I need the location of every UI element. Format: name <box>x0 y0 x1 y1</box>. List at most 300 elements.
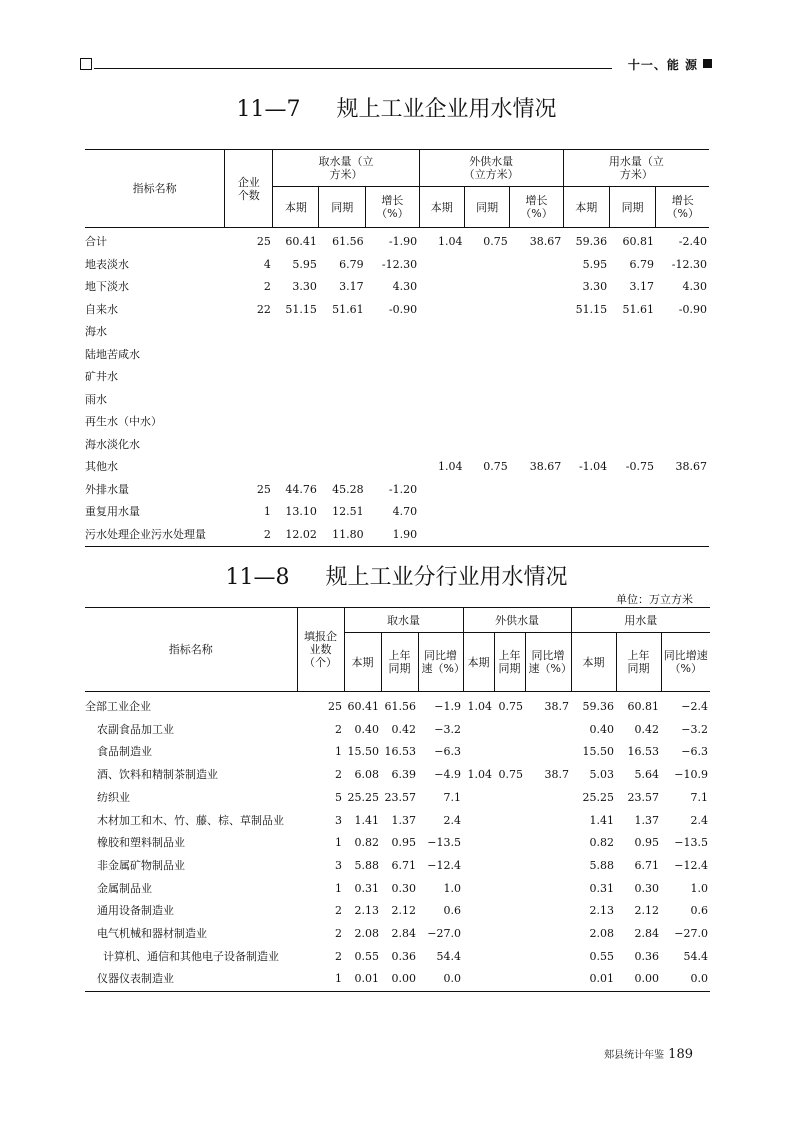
cell: 25.25 <box>582 790 614 804</box>
cell <box>366 456 419 479</box>
black-square-icon <box>703 59 712 68</box>
cell: 5.64 <box>634 768 659 782</box>
row-label: 纺织业 <box>97 790 130 804</box>
cell: 11.80 <box>319 524 366 547</box>
cell: 12.02 <box>273 524 319 547</box>
cell <box>464 254 509 277</box>
cell <box>419 411 464 434</box>
cell <box>656 479 709 502</box>
cell: −3.2 <box>681 722 708 736</box>
cell <box>419 524 464 547</box>
t1-h-grow3: 增长（%） <box>656 187 709 228</box>
cell: 6.39 <box>391 768 416 782</box>
cell: 23.57 <box>384 790 416 804</box>
row-label: 自来水 <box>85 302 118 316</box>
cell: 5 <box>335 790 342 804</box>
cell <box>419 479 464 502</box>
header-rule <box>94 68 612 69</box>
cell: 38.7 <box>544 768 569 782</box>
cell: 2.12 <box>634 904 659 918</box>
cell <box>464 389 509 412</box>
cell <box>510 411 563 434</box>
t2-h-prev1: 上年同期 <box>381 633 418 692</box>
cell: 0.95 <box>634 836 659 850</box>
cell: 22 <box>256 302 271 316</box>
table-row <box>85 923 710 946</box>
table-row <box>85 855 710 878</box>
table-row <box>85 719 710 742</box>
row-label: 合计 <box>85 235 107 248</box>
cell <box>609 344 656 367</box>
cell: 51.15 <box>575 302 608 316</box>
t1-h-take: 取水量（立方米） <box>273 150 419 187</box>
cell: 2 <box>335 927 342 941</box>
t2-h-supply: 外供水量 <box>463 608 571 633</box>
cell: 45.28 <box>332 482 364 496</box>
cell <box>510 366 563 389</box>
cell <box>494 946 525 969</box>
row-label: 雨水 <box>85 392 107 406</box>
cell: 5.88 <box>589 858 614 872</box>
cell: 2 <box>335 949 342 963</box>
cell: 2.4 <box>443 813 461 827</box>
cell: 7.1 <box>443 790 461 804</box>
cell <box>494 719 525 742</box>
cell <box>525 946 571 969</box>
cell <box>656 434 709 457</box>
cell: 2 <box>225 524 273 547</box>
cell: 2.12 <box>391 904 416 918</box>
cell <box>464 411 509 434</box>
cell <box>319 321 366 344</box>
cell: -1.04 <box>578 460 608 473</box>
t2-h-grow3: 同比增速（%） <box>661 633 710 692</box>
row-label: 农副食品加工业 <box>97 722 174 736</box>
cell <box>319 389 366 412</box>
cell <box>366 411 419 434</box>
cell <box>494 900 525 923</box>
cell: 6.71 <box>634 858 659 872</box>
cell: 59.36 <box>582 700 614 713</box>
cell <box>609 321 656 344</box>
cell: 7.1 <box>690 790 708 804</box>
cell <box>464 501 509 524</box>
t1-h-use: 用水量（立方米） <box>563 150 709 187</box>
cell: -1.20 <box>388 482 418 496</box>
cell: 1 <box>263 505 271 518</box>
t2-h-count: 填报企业数（个） <box>297 608 344 692</box>
t1-h-grow2: 增长（%） <box>510 187 563 228</box>
cell <box>464 479 509 502</box>
cell: −27.0 <box>674 927 708 941</box>
cell <box>609 434 656 457</box>
cell <box>225 321 273 344</box>
cell: 0.01 <box>344 968 381 991</box>
cell <box>510 501 563 524</box>
t2-h-cur1: 本期 <box>344 633 381 692</box>
cell: 51.15 <box>285 302 317 316</box>
cell: 15.50 <box>347 745 379 759</box>
row-label: 食品制造业 <box>97 745 152 759</box>
table-row <box>85 878 710 901</box>
cell: 60.41 <box>285 235 317 248</box>
row-label: 木材加工和木、竹、藤、棕、草制品业 <box>97 813 284 827</box>
cell <box>656 524 709 547</box>
cell: -12.30 <box>671 257 707 271</box>
cell: 2.08 <box>354 927 379 941</box>
t2-h-prev3: 上年同期 <box>616 633 661 692</box>
cell <box>494 741 525 764</box>
cell: 4.70 <box>392 505 418 518</box>
cell <box>463 946 494 969</box>
t1-h-cur2: 本期 <box>419 187 464 228</box>
cell <box>419 366 464 389</box>
cell: 1.37 <box>634 813 659 827</box>
cell: 0.42 <box>391 722 416 736</box>
cell: 15.50 <box>582 745 614 759</box>
cell <box>525 719 571 742</box>
cell: 0.82 <box>354 836 379 850</box>
cell <box>609 524 656 547</box>
table-row <box>85 692 710 719</box>
table-row <box>85 946 710 969</box>
page-number: 189 <box>668 1047 693 1062</box>
cell: −27.0 <box>427 927 461 941</box>
cell <box>563 501 609 524</box>
cell: −3.2 <box>434 722 461 736</box>
cell <box>563 434 609 457</box>
table1-body <box>85 228 709 547</box>
footer-book: 郏县统计年鉴 <box>604 1050 665 1061</box>
t1-h-prev3: 同期 <box>609 187 656 228</box>
cell: 1.41 <box>589 813 614 827</box>
row-label: 海水 <box>85 325 107 338</box>
table-row <box>85 524 709 547</box>
cell: 60.81 <box>627 700 659 713</box>
table1-title-text: 规上工业企业用水情况 <box>336 97 557 122</box>
row-label: 金属制品业 <box>97 881 152 895</box>
cell: -2.40 <box>678 235 707 248</box>
table-row <box>85 276 709 299</box>
cell <box>225 456 273 479</box>
t1-h-cur3: 本期 <box>563 187 609 228</box>
cell <box>225 344 273 367</box>
row-label: 陆地苦咸水 <box>85 347 140 361</box>
cell: -0.90 <box>678 302 707 316</box>
cell: 25 <box>256 482 271 496</box>
table2-title <box>0 560 793 591</box>
cell <box>563 524 609 547</box>
cell: 0.40 <box>589 722 614 736</box>
table-row <box>85 254 709 277</box>
t2-h-cur2: 本期 <box>463 633 494 692</box>
cell: 38.67 <box>675 460 707 473</box>
cell: 54.4 <box>436 949 461 963</box>
table-row <box>85 810 710 833</box>
cell: 25 <box>256 235 271 248</box>
cell: −2.4 <box>681 700 708 713</box>
cell <box>463 923 494 946</box>
cell <box>463 878 494 901</box>
cell: 1.37 <box>391 813 416 827</box>
row-label: 再生水（中水） <box>85 415 162 428</box>
cell <box>463 832 494 855</box>
cell <box>525 810 571 833</box>
cell: 3.30 <box>582 280 608 293</box>
cell <box>463 787 494 810</box>
cell <box>494 787 525 810</box>
cell: 2.13 <box>589 904 614 918</box>
cell: 2.08 <box>589 927 614 941</box>
t2-h-use: 用水量 <box>571 608 710 633</box>
cell: 0.75 <box>498 768 523 782</box>
cell: 2 <box>263 280 271 293</box>
cell <box>419 254 464 277</box>
table-row <box>85 968 710 991</box>
cell: 5.95 <box>292 257 317 271</box>
cell <box>510 276 563 299</box>
cell <box>510 389 563 412</box>
cell <box>525 923 571 946</box>
cell <box>525 741 571 764</box>
cell: 4 <box>263 257 271 271</box>
cell: 60.81 <box>622 235 654 248</box>
cell: 12.51 <box>332 505 364 518</box>
cell <box>510 321 563 344</box>
cell <box>464 366 509 389</box>
cell: 0.0 <box>661 968 710 991</box>
cell <box>609 389 656 412</box>
table-row <box>85 832 710 855</box>
t1-h-count: 企业个数 <box>225 150 273 228</box>
row-label: 橡胶和塑料制品业 <box>97 836 185 850</box>
cell <box>525 832 571 855</box>
cell <box>319 434 366 457</box>
cell: 0.55 <box>354 949 379 963</box>
cell: 38.67 <box>529 460 562 473</box>
cell: 0.0 <box>418 968 463 991</box>
cell <box>419 389 464 412</box>
cell <box>525 900 571 923</box>
cell <box>656 366 709 389</box>
cell: 0.55 <box>589 949 614 963</box>
row-label: 外排水量 <box>85 482 129 496</box>
cell: −6.3 <box>681 745 708 759</box>
cell <box>563 411 609 434</box>
cell: -1.90 <box>388 235 418 248</box>
cell <box>273 456 319 479</box>
cell <box>563 366 609 389</box>
cell <box>656 321 709 344</box>
cell: −13.5 <box>427 836 461 850</box>
cell: 0.36 <box>391 949 416 963</box>
cell <box>494 855 525 878</box>
cell: -0.90 <box>388 302 418 316</box>
cell: 1.04 <box>437 235 463 248</box>
cell: 6.79 <box>339 257 364 271</box>
cell: −12.4 <box>427 858 461 872</box>
cell: 0.6 <box>690 904 708 918</box>
cell: 44.76 <box>285 482 317 496</box>
cell: −1.9 <box>434 700 461 713</box>
cell: 0.30 <box>391 881 416 895</box>
cell <box>273 411 319 434</box>
cell <box>366 366 419 389</box>
cell <box>609 366 656 389</box>
table-row <box>85 299 709 322</box>
row-label: 全部工业企业 <box>85 700 151 713</box>
cell: 0.75 <box>498 700 523 713</box>
cell <box>510 479 563 502</box>
cell: −4.9 <box>434 768 461 782</box>
cell: 6.79 <box>629 257 654 271</box>
table-row <box>85 321 709 344</box>
cell: 0.31 <box>589 881 614 895</box>
cell: 1.04 <box>467 768 492 782</box>
row-label: 电气机械和器材制造业 <box>97 927 207 941</box>
cell: 1.90 <box>366 524 419 547</box>
cell: 0.6 <box>443 904 461 918</box>
cell <box>273 389 319 412</box>
cell: 0.75 <box>483 460 508 473</box>
cell: 3.30 <box>292 280 317 293</box>
cell: 1.0 <box>443 881 461 895</box>
cell: 0.95 <box>391 836 416 850</box>
cell <box>463 900 494 923</box>
cell <box>510 299 563 322</box>
cell: 3.17 <box>339 280 364 293</box>
table2-title-text: 规上工业分行业用水情况 <box>325 565 568 590</box>
cell <box>525 855 571 878</box>
t2-h-name: 指标名称 <box>85 608 297 692</box>
cell: 1 <box>335 881 342 895</box>
cell <box>464 344 509 367</box>
cell <box>273 366 319 389</box>
table-row <box>85 900 710 923</box>
cell: 2 <box>335 904 342 918</box>
table-row <box>85 479 709 502</box>
t2-h-prev2: 上年同期 <box>494 633 525 692</box>
cell: −6.3 <box>434 745 461 759</box>
cell <box>319 366 366 389</box>
table1-title <box>0 92 793 123</box>
cell: 1.0 <box>690 881 708 895</box>
cell: 5.88 <box>354 858 379 872</box>
row-label: 重复用水量 <box>85 505 140 518</box>
t2-h-take: 取水量 <box>344 608 463 633</box>
table1-number: 11—7 <box>236 97 301 122</box>
row-label: 非金属矿物制品业 <box>97 858 185 872</box>
cell <box>319 411 366 434</box>
cell <box>563 479 609 502</box>
cell: 2.4 <box>690 813 708 827</box>
table-row <box>85 411 709 434</box>
cell <box>563 389 609 412</box>
cell: 2.84 <box>391 927 416 941</box>
cell: 0.75 <box>483 235 508 248</box>
cell <box>609 411 656 434</box>
cell: 38.7 <box>544 700 569 713</box>
cell <box>419 299 464 322</box>
cell: 25.25 <box>347 790 379 804</box>
cell <box>419 344 464 367</box>
cell: 3 <box>335 813 342 827</box>
cell <box>419 276 464 299</box>
cell <box>419 501 464 524</box>
row-label: 地下淡水 <box>85 280 129 293</box>
cell <box>656 411 709 434</box>
cell <box>273 434 319 457</box>
cell: 2.13 <box>354 904 379 918</box>
t1-h-prev1: 同期 <box>319 187 366 228</box>
cell: 38.67 <box>529 235 562 248</box>
cell: 1.04 <box>437 460 463 473</box>
table-row <box>85 389 709 412</box>
table2-number: 11—8 <box>225 565 290 590</box>
table-row <box>85 366 709 389</box>
cell: 5.03 <box>589 768 614 782</box>
cell <box>656 501 709 524</box>
cell <box>419 434 464 457</box>
table-row <box>85 228 709 254</box>
cell <box>464 524 509 547</box>
t1-h-name: 指标名称 <box>85 150 225 228</box>
t2-h-cur3: 本期 <box>571 633 616 692</box>
cell: 1 <box>297 968 344 991</box>
cell <box>494 810 525 833</box>
row-label: 酒、饮料和精制茶制造业 <box>97 768 218 782</box>
cell <box>225 389 273 412</box>
t2-h-grow1: 同比增速（%） <box>418 633 463 692</box>
cell <box>656 389 709 412</box>
cell: 25 <box>328 700 342 713</box>
cell <box>225 434 273 457</box>
cell <box>464 434 509 457</box>
cell <box>494 923 525 946</box>
cell: 1.04 <box>467 700 492 713</box>
cell: 0.82 <box>589 836 614 850</box>
cell: −13.5 <box>674 836 708 850</box>
cell <box>319 456 366 479</box>
header-box-icon <box>80 58 92 70</box>
row-label: 地表淡水 <box>85 257 129 271</box>
cell: 16.53 <box>627 745 659 759</box>
cell <box>609 501 656 524</box>
row-label: 矿井水 <box>85 370 118 383</box>
cell: 0.40 <box>354 722 379 736</box>
cell: 2.84 <box>634 927 659 941</box>
cell: −10.9 <box>674 768 708 782</box>
cell <box>494 878 525 901</box>
cell: -0.75 <box>625 460 654 473</box>
cell: 5.95 <box>582 257 608 271</box>
cell: -12.30 <box>381 257 418 271</box>
cell: 4.30 <box>392 280 418 293</box>
table-row <box>85 764 710 787</box>
cell <box>463 741 494 764</box>
table-row <box>85 344 709 367</box>
cell: 1.41 <box>354 813 379 827</box>
page-footer <box>604 1046 693 1062</box>
cell: 6.08 <box>354 768 379 782</box>
cell: 23.57 <box>627 790 659 804</box>
cell <box>463 968 494 991</box>
cell: 0.01 <box>571 968 616 991</box>
cell: 61.56 <box>332 235 364 248</box>
cell <box>563 344 609 367</box>
cell <box>366 321 419 344</box>
table-row <box>85 501 709 524</box>
